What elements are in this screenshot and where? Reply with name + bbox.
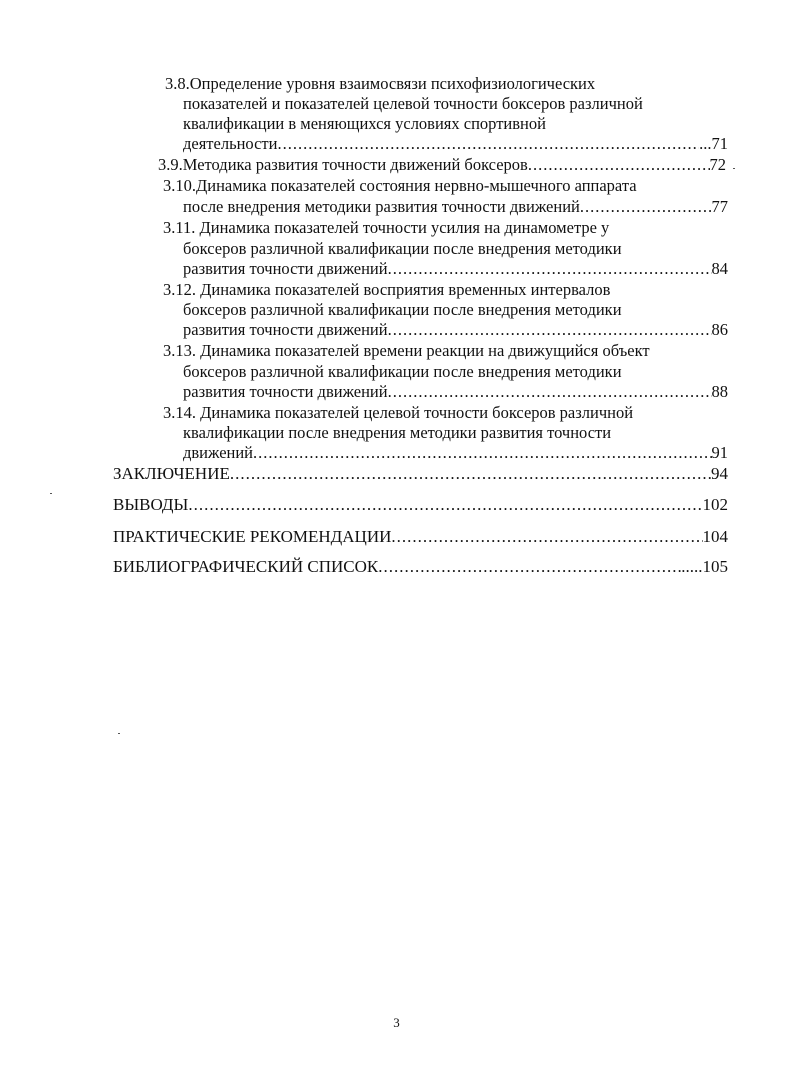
dot-leader	[277, 134, 699, 154]
toc-conclusion: ЗАКЛЮЧЕНИЕ ..... 94	[113, 464, 728, 484]
toc-3-11-line-3: развития точности движений ..... 84	[183, 259, 728, 279]
dot-leader	[391, 527, 702, 547]
toc-3-10-line-1: 3.10.Динамика показателей состояния нервно-мышечного аппарата	[163, 176, 637, 195]
toc-3-8-line-2: показателей и показателей целевой точности боксеров различной	[183, 94, 643, 113]
toc-3-12-line-3: развития точности движений ..... 86	[183, 320, 728, 340]
dot-leader	[188, 495, 702, 515]
toc-3-13-line-1: 3.13. Динамика показателей времени реакции на движущийся объект	[163, 341, 650, 360]
scan-speck	[118, 733, 120, 734]
toc-3-13-line-3: развития точности движений ..... 88	[183, 382, 728, 402]
toc-findings-page: 102	[702, 495, 728, 514]
dot-leader	[528, 155, 710, 175]
toc-3-10-page: 77	[711, 197, 728, 216]
toc-3-13-page: 88	[711, 382, 728, 401]
dot-leader	[230, 464, 711, 484]
dot-leader	[580, 197, 712, 217]
toc-3-12-page: 86	[711, 320, 728, 339]
dot-leader	[253, 443, 711, 463]
scan-speck	[733, 168, 735, 169]
toc-3-12-line-1: 3.12. Динамика показателей восприятия временных интервалов	[163, 280, 611, 299]
toc-3-14-line-3: движений ..... 91	[183, 443, 728, 463]
toc-3-8-line-4: деятельности ..... ...71	[183, 134, 728, 154]
toc-3-14-line-1: 3.14. Динамика показателей целевой точности боксеров различной	[163, 403, 634, 422]
toc-3-9-line-1: 3.9.Методика развития точности движений боксеров ..... 72	[158, 155, 726, 175]
dot-leader	[388, 320, 712, 340]
toc-3-10-line-2: после внедрения методики развития точности движений ..... 77	[183, 197, 728, 217]
toc-3-13-line-2: боксеров различной квалификации после внедрения методики	[183, 362, 622, 381]
dot-leader	[388, 382, 712, 402]
toc-recommendations: ПРАКТИЧЕСКИЕ РЕКОМЕНДАЦИИ ..... 104	[113, 527, 728, 547]
toc-bibliography: БИБЛИОГРАФИЧЕСКИЙ СПИСОК ..... .....105	[113, 557, 728, 577]
toc-3-14-line-2: квалификации после внедрения методики развития точности	[183, 423, 612, 442]
page-number: 3	[393, 1015, 400, 1030]
dot-leader	[388, 259, 712, 279]
toc-3-14-page: 91	[711, 443, 728, 462]
toc-3-11-line-2: боксеров различной квалификации после внедрения методики	[183, 239, 622, 258]
toc-3-12-line-2: боксеров различной квалификации после внедрения методики	[183, 300, 622, 319]
dot-leader	[378, 557, 681, 577]
toc-recommendations-page: 104	[702, 527, 728, 546]
toc-3-9-page: 72	[709, 155, 726, 174]
toc-3-8-line-1: 3.8.Определение уровня взаимосвязи психофизиологических	[165, 74, 596, 93]
scan-speck	[50, 493, 52, 494]
toc-conclusion-page: 94	[711, 464, 728, 483]
toc-findings: ВЫВОДЫ ..... 102	[113, 495, 728, 515]
toc-3-11-line-1: 3.11. Динамика показателей точности усилия на динамометре у	[163, 218, 610, 237]
toc-3-8-line-3: квалификации в меняющихся условиях спортивной	[183, 114, 546, 133]
toc-3-11-page: 84	[711, 259, 728, 278]
toc-3-8-page: ...71	[699, 134, 728, 153]
toc-bibliography-page: .....105	[681, 557, 728, 576]
